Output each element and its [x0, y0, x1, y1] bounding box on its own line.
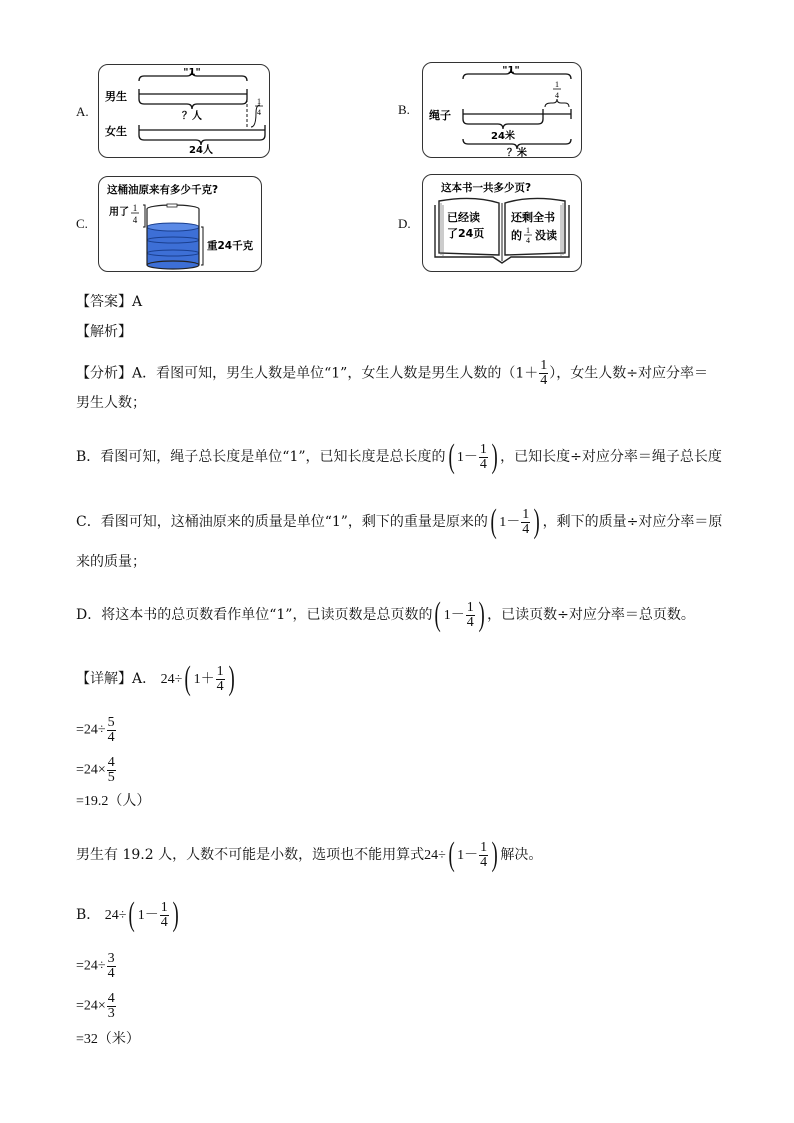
option-a-card[interactable]	[98, 64, 270, 158]
detail-b-step1: =24÷ $\frac{3}{4}$	[76, 951, 115, 981]
svg-text:4: 4	[132, 215, 138, 225]
girls-total: 24人	[189, 145, 213, 156]
option-d-diagram	[423, 175, 581, 271]
rope-label: 绳子	[429, 109, 451, 122]
analysis-d-line: D．将这本书的总页数看作单位“1”，已读页数是总页数的( 1－ $\frac{1}{4}$ ) ，已读页数÷对应分率＝总页数。	[76, 596, 695, 633]
detail-tag: 【详解】	[76, 671, 132, 687]
detail-a-step2: =24× $\frac{4}{5}$	[76, 755, 115, 785]
option-c-diagram	[99, 177, 261, 271]
analysis-c-line: C．看图可知，这桶油原来的质量是单位“1”，剩下的重量是原来的( 1－ $\frac{1}{4}$ ) ，剩下的质量÷对应分率＝原	[76, 503, 723, 540]
boys-label: 男生	[105, 90, 127, 103]
analysis-header: 【解析】	[76, 324, 132, 340]
one-label: "1"	[183, 67, 201, 78]
svg-text:了24页: 了24页	[447, 227, 485, 240]
option-b-card[interactable]	[422, 62, 582, 158]
fraction-quarter: $\frac{1}{4}$	[540, 358, 548, 388]
analysis-tag: 【分析】	[76, 365, 132, 382]
weight-label: 重24千克	[207, 240, 254, 252]
svg-text:没读: 没读	[535, 229, 557, 242]
detail-a-result: =19.2（人）	[76, 794, 151, 809]
analysis-a-line: 【分析】A．看图可知，男生人数是单位“1”，女生人数是男生人数的（1＋ $\frac{1}{4}$ ），女生人数÷对应分率＝	[76, 358, 708, 388]
detail-a-note: 男生有 19.2 人，人数不可能是小数，选项也不能用算式24÷( 1－ $\frac{1}{4}$ ) 解决。	[76, 836, 543, 873]
analysis-b-line: B．看图可知，绳子总长度是单位“1”，已知长度是总长度的( 1－ $\frac{1}{4}$ ) ，已知长度÷对应分率＝绳子总长度	[76, 438, 722, 475]
answer-tag: 【答案】	[76, 294, 132, 310]
option-c-letter: C.	[76, 216, 88, 231]
detail-a-line: 【详解】A． 24÷( 1＋ $\frac{1}{4}$ )	[76, 660, 235, 697]
girls-label: 女生	[105, 125, 127, 138]
oil-fill	[147, 227, 199, 265]
svg-text:1: 1	[526, 226, 530, 235]
boys-question: ？人	[182, 111, 202, 122]
svg-text:已经读: 已经读	[447, 211, 480, 224]
d-title: 这本书一共多少页?	[441, 182, 532, 194]
answer-line	[76, 292, 142, 312]
detail-b-step2: =24× $\frac{4}{3}$	[76, 991, 115, 1021]
svg-text:1: 1	[555, 80, 559, 89]
rope-question: ？米	[507, 148, 527, 157]
svg-text:用了: 用了	[109, 207, 129, 218]
option-b-letter: B.	[398, 102, 410, 117]
svg-text:4: 4	[526, 236, 530, 245]
option-d-card[interactable]	[422, 174, 582, 272]
svg-text:4: 4	[257, 108, 261, 117]
svg-text:的: 的	[511, 229, 522, 242]
answer-value: A	[132, 294, 143, 310]
book-right-page	[505, 198, 565, 255]
svg-text:"1": "1"	[502, 65, 520, 76]
svg-text:1: 1	[257, 97, 261, 106]
analysis-a-line2: 男生人数；	[76, 395, 146, 411]
option-b-diagram	[423, 63, 581, 157]
detail-b-result: =32（米）	[76, 1032, 140, 1047]
known-length: 24米	[491, 131, 515, 142]
option-a-diagram	[99, 65, 269, 157]
svg-text:1: 1	[132, 203, 138, 213]
detail-b-line: B． 24÷( 1－ $\frac{1}{4}$ )	[76, 896, 179, 933]
svg-text:还剩全书: 还剩全书	[511, 211, 555, 224]
option-a-letter: A.	[76, 104, 89, 119]
option-d-letter: D.	[398, 216, 411, 231]
analysis-c-line2: 来的质量；	[76, 554, 146, 570]
option-c-card[interactable]	[98, 176, 262, 272]
c-title: 这桶油原来有多少千克?	[107, 184, 219, 196]
detail-a-step1: =24÷ $\frac{5}{4}$	[76, 715, 115, 745]
svg-text:4: 4	[555, 91, 559, 100]
